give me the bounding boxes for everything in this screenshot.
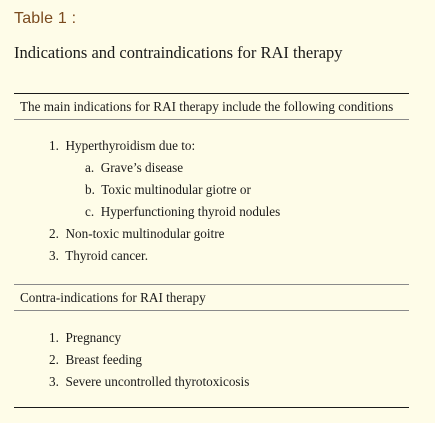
list-marker: 3. (49, 248, 63, 263)
list-item (85, 182, 251, 198)
indications-heading: The main indications for RAI therapy include the following conditions (20, 99, 394, 114)
list-item-text: Severe uncontrolled thyrotoxicosis (65, 374, 250, 389)
list-marker: 1. (49, 330, 63, 345)
contraindications-heading: Contra-indications for RAI therapy (20, 290, 206, 305)
table-label: Table 1 : (14, 10, 77, 27)
list-item (85, 160, 183, 176)
list-marker: 2. (49, 226, 63, 241)
table-bottom-rule (14, 407, 409, 408)
list-marker: 2. (49, 352, 63, 367)
list-item (49, 138, 195, 154)
contraindications-heading-rule (14, 310, 409, 311)
indications-heading-rule (14, 119, 409, 120)
list-item-text: Non-toxic multinodular goitre (65, 226, 225, 241)
list-item (49, 374, 249, 390)
list-marker: 1. (49, 138, 63, 153)
list-marker: b. (85, 182, 99, 197)
list-item (49, 352, 142, 368)
list-marker: a. (85, 160, 98, 175)
list-item-text: Hyperfunctioning thyroid nodules (100, 204, 281, 219)
list-item-text: Pregnancy (65, 330, 122, 345)
list-item-text: Toxic multinodular giotre or (101, 182, 251, 197)
contraindications-top-rule (14, 284, 409, 285)
list-item-text: Hyperthyroidism due to: (65, 138, 196, 153)
table-top-rule (14, 93, 409, 94)
list-item (49, 226, 224, 242)
list-item (49, 248, 148, 264)
list-item (49, 330, 121, 346)
list-item (85, 204, 280, 220)
list-item-text: Breast feeding (65, 352, 143, 367)
list-item-text: Grave’s disease (100, 160, 184, 175)
list-marker: c. (85, 204, 98, 219)
list-marker: 3. (49, 374, 63, 389)
list-item-text: Thyroid cancer. (65, 248, 148, 263)
table-caption: Indications and contraindications for RAI therapy (14, 43, 343, 62)
